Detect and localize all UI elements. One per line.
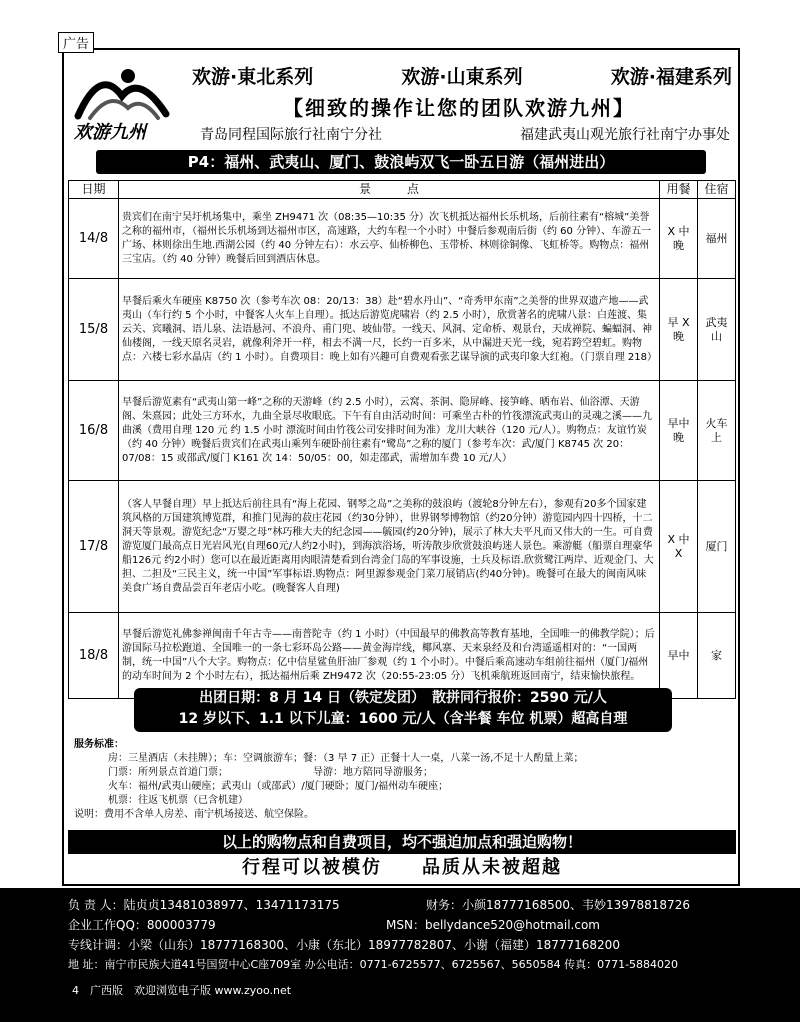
row-meal: 早 X 晚 xyxy=(660,279,698,381)
footer-qq: 企业工作QQ：800003779 xyxy=(68,918,216,932)
table-row xyxy=(69,199,736,279)
row-date: 17/8 xyxy=(69,481,119,613)
footer-address: 地 址：南宁市民族大道41号国贸中心C座709室 办公电话：0771-6725577、6725567、5650584 传真：0771-5884020 xyxy=(68,958,679,971)
row-date: 16/8 xyxy=(69,381,119,481)
footer-msn: MSN：bellydance520@hotmail.com xyxy=(386,918,600,932)
row-meal: 早中 xyxy=(660,613,698,699)
table-row xyxy=(69,613,736,699)
header-sights: 景 点 xyxy=(119,181,660,199)
child-price-line: 12 岁以下、1.1 以下儿童：1600 元/人（含半餐 车位 机票）超高自理 xyxy=(178,711,628,727)
price-box xyxy=(134,688,672,732)
row-date: 15/8 xyxy=(69,279,119,381)
motto: 行程可以被模仿 品质从未被超越 xyxy=(242,857,562,878)
row-hotel: 火车上 xyxy=(698,381,736,481)
footer-hotline: 专线计调：小梁（山东）18777168300、小康（东北）18977782807、小谢（福建）18777168200 xyxy=(68,938,620,952)
slogan: 【细致的操作让您的团队欢游九州】 xyxy=(283,96,635,120)
agencies-row xyxy=(200,124,730,144)
series-fujian: 欢游·福建系列 xyxy=(610,66,732,88)
itinerary-table xyxy=(68,180,736,699)
contact-footer xyxy=(0,888,800,1022)
row-date: 18/8 xyxy=(69,613,119,699)
standards-line: 门票：所列景点首道门票； 导游：地方陪同导游服务； xyxy=(108,767,433,778)
row-hotel: 福州 xyxy=(698,199,736,279)
row-meal: X 中晚 xyxy=(660,199,698,279)
standards-line: 房：三星酒店（未挂牌）；车：空调旅游车；餐：（3 早 7 正）正餐十人一桌，八菜一汤,不足十人酌量上菜； xyxy=(108,753,584,764)
standards-title: 服务标准： xyxy=(74,739,124,750)
ad-tag: 广告 xyxy=(58,32,94,53)
standards-line: 机票：往返飞机票（已含机建） xyxy=(108,795,248,806)
row-hotel: 厦门 xyxy=(698,481,736,613)
series-shandong: 欢游·山東系列 xyxy=(401,66,523,88)
footer-finance: 财务：小颜18777168500、韦妙13978818726 xyxy=(426,898,690,912)
table-header-row xyxy=(69,181,736,199)
row-meal: 早中晚 xyxy=(660,381,698,481)
row-desc: （客人早餐自理）早上抵达后前往具有“海上花园、钢琴之岛”之美称的鼓浪屿（渡轮8分钟左右），参观有20多个国家建筑风格的万国建筑博览群，和推门见海的菽庄花园（约30分钟），世界钢琴博物馆（约20分钟）游览园内四十四桥，十二洞天等景观。游览纪念“万婴之母”林巧稚大夫的纪念园——毓园(约20分钟)，展示了林大夫平凡而又伟大的一生。可自费游览厦门最高点日光岩风光(自理60元/人约2小时)，到海滨浴场，听涛散步欣赏鼓浪屿迷人景色。乘游艇（船票自理豪华船126元 约2小时）您可以在最近距离用肉眼清楚看到台湾金门岛的军事设施，士兵及标语.欣赏鹭江两岸、近观金门、大担、二担及“三民主义，统一中国”军事标语.购物点：阿里源参观金门菜刀展销店(约40分钟)。晚餐可在最大的闽南风味美食广场自费品尝百年老店小吃。(晚餐客人自理) xyxy=(119,481,660,613)
row-desc: 贵宾们在南宁吴圩机场集中，乘坐 ZH9471 次（08:35—10:35 分）次飞机抵达福州长乐机场，后前往素有“榕城”美誉之称的福州市，（福州长乐机场到达福州市区，高速路，大约车程一个小时）中餐后参观南后街（约 60 分钟）、车游五一广场、林则徐出生地.西湖公园（约 40 分钟左右）：水云亭、仙桥柳色、玉带桥、林则徐铜像、飞虹桥等。购物点：福州三宝店。（约 40 分钟）晚餐后回到酒店休息。 xyxy=(119,199,660,279)
standards-line: 火车：福州/武夷山硬座；武夷山（或邵武）/厦门硬卧；厦门/福州动车硬座； xyxy=(108,781,449,792)
route-title: P4：福州、武夷山、厦门、鼓浪屿双飞一卧五日游（福州进出） xyxy=(96,150,706,174)
row-meal: X 中 X xyxy=(660,481,698,613)
row-date: 14/8 xyxy=(69,199,119,279)
header-date: 日期 xyxy=(69,181,119,199)
footer-manager: 负 责 人：陆贞贞13481038977、13471173175 xyxy=(68,898,340,912)
agency-left: 青岛同程国际旅行社南宁分社 xyxy=(200,127,382,143)
header-hotel: 住宿 xyxy=(698,181,736,199)
row-hotel: 武夷山 xyxy=(698,279,736,381)
row-desc: 早餐后游览礼佛参禅闽南千年古寺——南普陀寺（约 1 小时）（中国最早的佛教高等教育基地，全国唯一的佛教学院）；后游国际马拉松跑道、全国唯一的一条七彩环岛公路——黄金海岸线，椰风寨、天来泉经及和台湾遥遥相对的：“一国两制，统一中国”八个大字。购物点：亿中信星鲨鱼肝油厂参观（约 1 个小时）。中餐后乘高速动车组前往福州（厦门/福州的动车时间为 2 个小时左右），抵达福州后乘 ZH9472 次（20:55-23:05 分）飞机乘航班返回南宁，结束愉快旅程。 xyxy=(119,613,660,699)
header-meal: 用餐 xyxy=(660,181,698,199)
series-row xyxy=(192,62,732,89)
logo-text: 欢游九州 xyxy=(74,122,146,143)
row-desc: 早餐后乘火车硬座 K8750 次（参考车次 08：20/13：38）赴“碧水丹山”、“奇秀甲东南”之美誉的世界双遗产地——武夷山（车行约 5 个小时，中餐客人火车上自理）。抵达后游览虎啸岩（约 2.5 小时），欣赏著名的虎啸八景：白莲渡、集云关、宾曦洞、语儿泉、法语悬河、不浪舟、甫门兜、坡仙带。一线天、风洞、定命桥、观景台，天成禅院、蝙蝠洞、神仙楼阁，一线天原名灵岩，就像利斧开一样，相去不满一尺，长约一百多米，从中漏进天光一线，宛若跨空碧虹。购物点：六楼七彩水晶店（约 1 小时）。自费项目：晚上如有兴趣可自费观看张艺谋导演的武夷印象大红袍。（门票自理 218） xyxy=(119,279,660,381)
agency-right: 福建武夷山观光旅行社南宁办事处 xyxy=(520,127,730,143)
ad-frame xyxy=(62,48,740,886)
standards-note: 说明：费用不含单人房差、南宁机场接送、航空保险。 xyxy=(74,809,314,820)
table-row xyxy=(69,381,736,481)
row-desc: 早餐后游览素有“武夷山第一峰”之称的天游峰（约 2.5 小时），云窝、茶洞、隐屏峰、接笋峰、晒布岩、仙浴潭、天游阁、朱熹园；此处三方环水，九曲全景尽收眼底。下午有自由活动时间：可乘坐古朴的竹筏漂流武夷山的灵魂之溪——九曲溪（费用自理 120 元 约 1.5 小时 漂流时间由竹筏公司安排时间为准）龙川大峡谷（120 元/人）。购物点：友谊竹炭（约 40 分钟）晚餐后贵宾们在武夷山乘列车硬卧前往素有“鹭岛”之称的厦门（参考车次：武/厦门 K8745 次 20：07/08：15 或邵武/厦门 K161 次 14：50/05：00，如走邵武，需增加车费 10 元/人） xyxy=(119,381,660,481)
table-row xyxy=(69,279,736,381)
shopping-note: 以上的购物点和自费项目，均不强迫加点和强迫购物！ xyxy=(68,830,736,854)
departure-price-line: 出团日期：8 月 14 日（铁定发团） 散拼同行报价：2590 元/人 xyxy=(199,690,607,706)
page-info: 4 广西版 欢迎浏览电子版 www.zyoo.net xyxy=(72,984,292,997)
service-standards xyxy=(74,738,724,822)
series-northeast: 欢游·東北系列 xyxy=(192,66,314,88)
table-row xyxy=(69,481,736,613)
row-hotel: 家 xyxy=(698,613,736,699)
